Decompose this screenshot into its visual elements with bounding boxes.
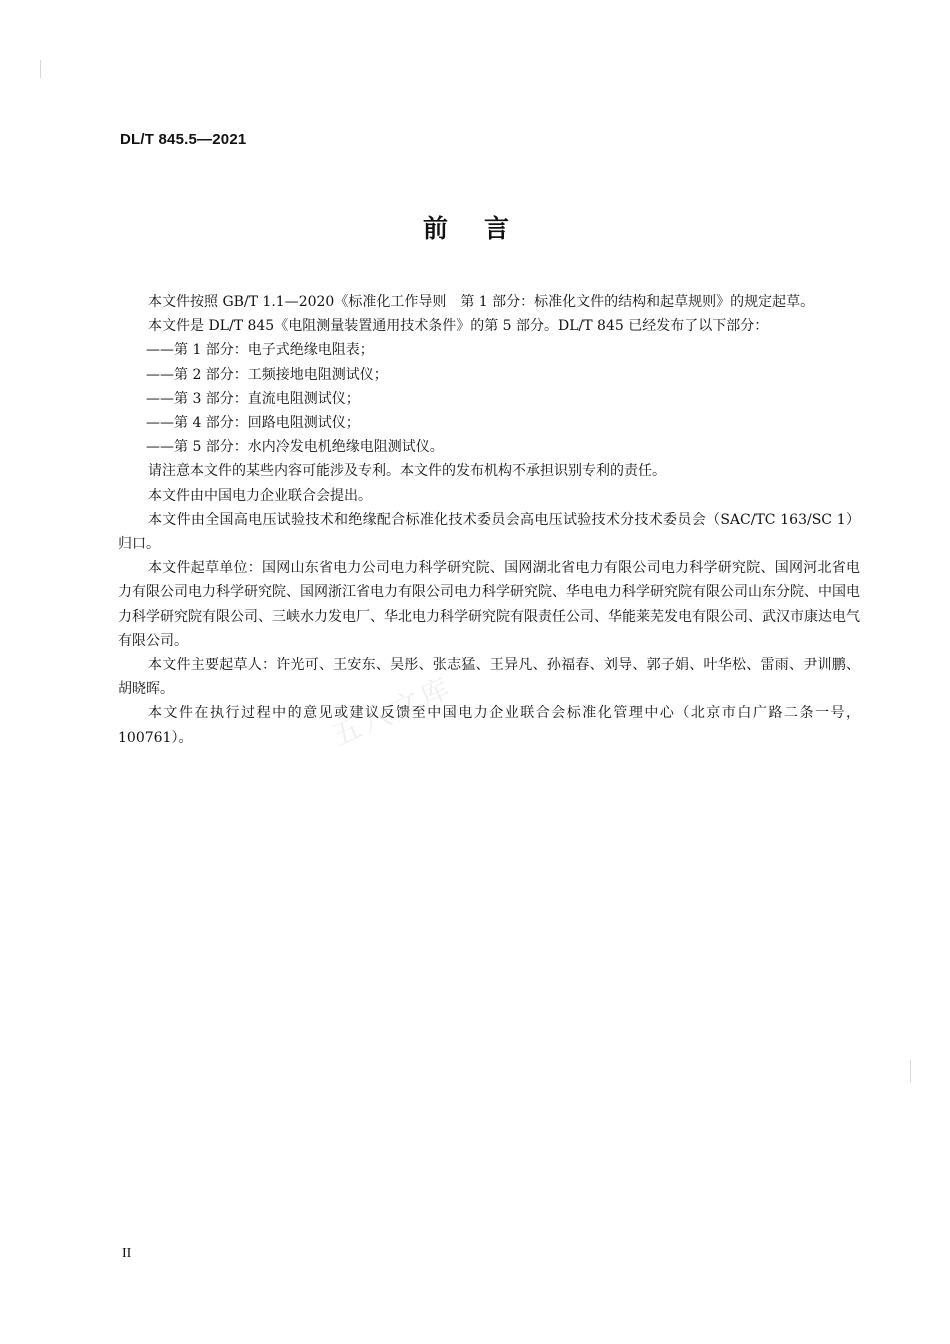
scan-artifact bbox=[40, 60, 41, 78]
scan-artifact bbox=[910, 1060, 911, 1082]
list-item-part-5: ——第 5 部分：水内冷发电机绝缘电阻测试仪。 bbox=[146, 439, 444, 456]
list-item-part-2: ——第 2 部分：工频接地电阻测试仪； bbox=[146, 366, 388, 383]
list-item-part-4: ——第 4 部分：回路电阻测试仪； bbox=[146, 415, 360, 432]
list-item-part-1: ——第 1 部分：电子式绝缘电阻表； bbox=[146, 342, 374, 359]
page-title: 前言 bbox=[422, 214, 545, 243]
paragraph-drafters: 本文件主要起草人：许光可、王安东、吴彤、张志猛、王异凡、孙福春、刘导、郭子娟、叶华松、雷雨、尹训鹏、胡晓晖。 bbox=[118, 657, 860, 698]
watermark: 五八文库 bbox=[327, 670, 458, 753]
document-code: DL/T 845.5—2021 bbox=[120, 131, 247, 148]
paragraph-committee: 本文件由全国高电压试验技术和绝缘配合标准化技术委员会高电压试验技术分技术委员会（SAC/TC 163/SC 1）归口。 bbox=[118, 511, 860, 553]
paragraph-series-intro: 本文件是 DL/T 845《电阻测量装置通用技术条件》的第 5 部分。DL/T 845 已经发布了以下部分： bbox=[148, 318, 769, 335]
foreword-body bbox=[118, 290, 860, 750]
list-item-part-3: ——第 3 部分：直流电阻测试仪； bbox=[146, 390, 360, 407]
page-number: II bbox=[122, 1246, 132, 1261]
paragraph-patent-notice: 请注意本文件的某些内容可能涉及专利。本文件的发布机构不承担识别专利的责任。 bbox=[148, 463, 666, 480]
paragraph-feedback: 本文件在执行过程中的意见或建议反馈至中国电力企业联合会标准化管理中心（北京市白广路二条一号，100761）。 bbox=[118, 705, 860, 746]
paragraph-drafting-rules: 本文件按照 GB/T 1.1—2020《标准化工作导则 第 1 部分：标准化文件的结构和起草规则》的规定起草。 bbox=[148, 294, 815, 310]
paragraph-proposer: 本文件由中国电力企业联合会提出。 bbox=[148, 487, 372, 504]
paragraph-drafting-units: 本文件起草单位：国网山东省电力公司电力科学研究院、国网湖北省电力有限公司电力科学研究院、国网河北省电力有限公司电力科学研究院、国网浙江省电力有限公司电力科学研究院、华电电力科学研究院有限公司山东分院、中国电力科学研究院有限公司、三峡水力发电厂、华北电力科学研究院有限责任公司、华能莱芜发电有限公司、武汉市康达电气有限公司。 bbox=[118, 560, 860, 649]
